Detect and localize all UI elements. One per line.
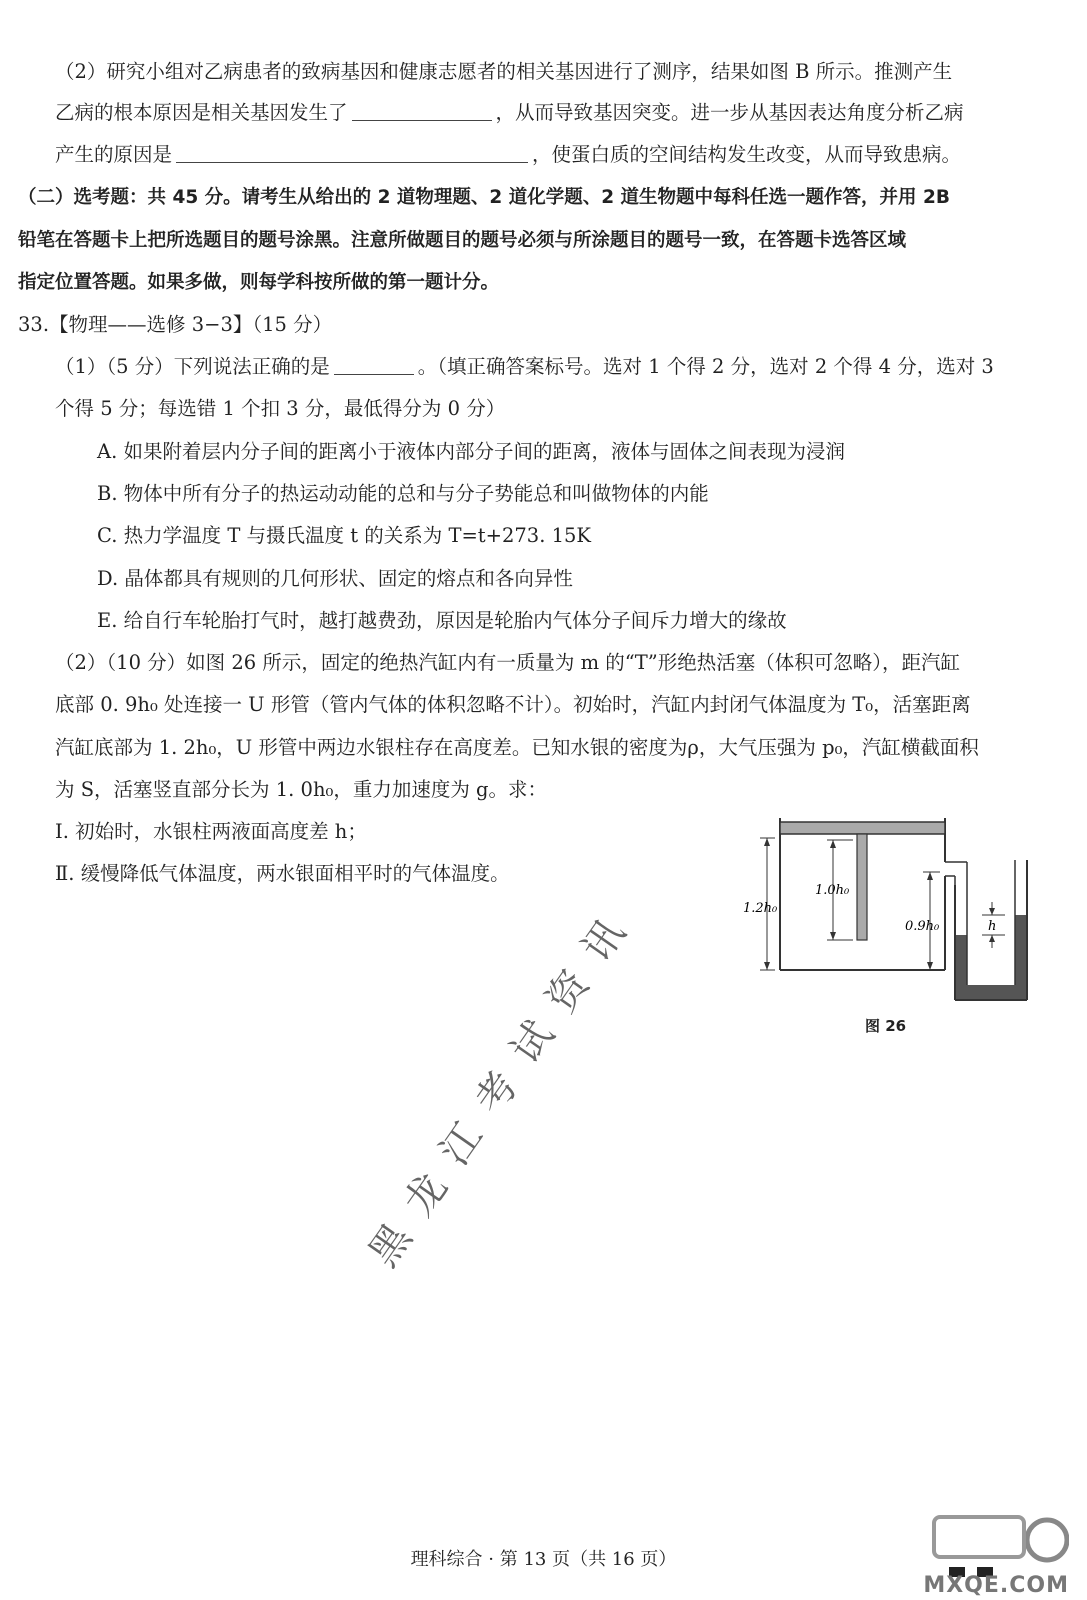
watermark: 黑龙江考试资讯 xyxy=(360,893,647,1276)
answer-blank[interactable] xyxy=(334,356,414,375)
text-line: （2）（10 分）如图 26 所示，固定的绝热汽缸内有一质量为 m 的“T”形绝热活塞（体积可忽略），距汽缸 xyxy=(55,651,960,674)
sub-question-1: Ⅰ. 初始时，水银柱两液面高度差 h； xyxy=(55,820,367,843)
sub-question-2: Ⅱ. 缓慢降低气体温度，两水银面相平时的气体温度。 xyxy=(55,862,510,885)
site-domain: MXQE.COM xyxy=(923,1573,1069,1598)
text-line xyxy=(55,140,1087,170)
text-line xyxy=(55,352,1087,382)
option-e: E. 给自行车轮胎打气时，越打越费劲，原因是轮胎内气体分子间斥力增大的缘故 xyxy=(97,609,787,632)
figure-caption: 图 26 xyxy=(865,1017,907,1035)
text-segment: ，使蛋白质的空间结构发生改变，从而导致患病。 xyxy=(532,143,962,166)
piston-stem xyxy=(857,834,867,940)
section-instructions: （二）选考题：共 45 分。请考生从给出的 2 道物理题、2 道化学题、2 道生物题中每科任选一题作答，并用 2B xyxy=(18,187,950,208)
answer-blank[interactable] xyxy=(176,144,528,163)
option-b: B. 物体中所有分子的热运动动能的总和与分子势能总和叫做物体的内能 xyxy=(97,482,709,505)
answer-blank[interactable] xyxy=(352,102,492,121)
text-line: 为 S，活塞竖直部分长为 1. 0h₀，重力加速度为 g。求： xyxy=(55,778,548,801)
text-segment: 乙病的根本原因是相关基因发生了 xyxy=(55,101,348,124)
label-tube-height: 0.9h₀ xyxy=(905,919,940,934)
label-h: h xyxy=(988,919,997,934)
text-segment: ，从而导致基因突变。进一步从基因表达角度分析乙病 xyxy=(495,101,964,124)
section-instructions: 铅笔在答题卡上把所选题目的题号涂黑。注意所做题目的题号必须与所涂题目的题号一致，在答题卡选答区域 xyxy=(18,230,907,251)
text-line: 汽缸底部为 1. 2h₀，U 形管中两边水银柱存在高度差。已知水银的密度为ρ，大气压强为 p₀，汽缸横截面积 xyxy=(55,736,979,759)
text-line: （2）研究小组对乙病患者的致病基因和健康志愿者的相关基因进行了测序，结果如图 B 所示。推测产生 xyxy=(55,60,953,83)
text-segment: 。（填正确答案标号。选对 1 个得 2 分，选对 2 个得 4 分，选对 3 xyxy=(417,355,994,378)
text-segment: （1）（5 分）下列说法正确的是 xyxy=(55,355,330,378)
option-c: C. 热力学温度 T 与摄氏温度 t 的关系为 T=t+273. 15K xyxy=(97,524,591,547)
option-a: A. 如果附着层内分子间的距离小于液体内部分子间的距离，液体与固体之间表现为浸润 xyxy=(97,440,845,463)
section-instructions: 指定位置答题。如果多做，则每学科按所做的第一题计分。 xyxy=(18,272,500,293)
text-line: 底部 0. 9h₀ 处连接一 U 形管（管内气体的体积忽略不计）。初始时，汽缸内封闭气体温度为 T₀，活塞距离 xyxy=(55,693,971,716)
text-line xyxy=(55,98,1087,128)
label-total-height: 1.2h₀ xyxy=(743,901,778,916)
label-stem-height: 1.0h₀ xyxy=(815,883,850,898)
question-title: 33.【物理——选修 3−3】（15 分） xyxy=(18,313,333,336)
option-d: D. 晶体都具有规则的几何形状、固定的熔点和各向异性 xyxy=(97,567,573,590)
text-line: 个得 5 分；每选错 1 个扣 3 分，最低得分为 0 分） xyxy=(55,397,506,420)
page-footer: 理科综合 · 第 13 页（共 16 页） xyxy=(410,1549,677,1570)
figure-26 xyxy=(735,810,1045,1010)
piston-plate xyxy=(780,822,945,834)
text-segment: 产生的原因是 xyxy=(55,143,173,166)
